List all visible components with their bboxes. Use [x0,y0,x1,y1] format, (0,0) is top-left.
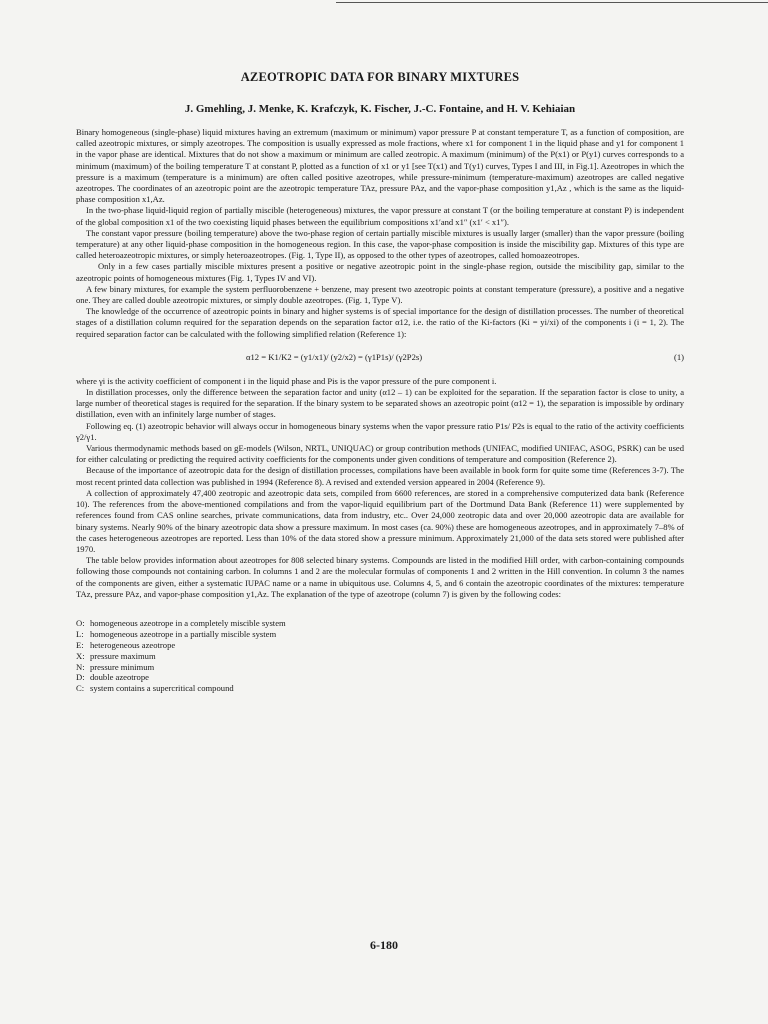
code-key: X: [76,650,85,661]
paragraph: The table below provides information about azeotropes for 808 selected binary systems. Compounds are listed in the modified Hill order, with carbon-containing compounds following those compounds not containing carbon. In columns 1 and 2 are the molecular formulas of components 1 and 2 written in the Hill convention. In column 3 the names of the components are given, either a systematic IUPAC name or a name in ubiquitous use. Columns 4, 5, and 6 contain the azeotropic coordinates of the mixtures: temperature TAz, pressure PAz, and vapor-phase composition y1,Az. The explanation of the type of azeotrope (column 7) is given by the following codes: [76,555,684,599]
document-page [76,70,684,694]
code-key: E: [76,639,84,650]
code-key: N: [76,661,85,672]
code-item [76,672,684,683]
header-rule [336,2,768,3]
paragraph: Following eq. (1) azeotropic behavior will always occur in homogeneous binary systems when the vapor pressure ratio P1s/ P2s is equal to the ratio of the activity coefficients γ2/γ1. [76,420,684,442]
paragraph: Only in a few cases partially miscible mixtures present a positive or negative azeotropic point in the single-phase region, outside the miscibility gap, similar to the azeotropic points of homogeneous mixtures (Fig. 1, Types IV and VI). [76,261,684,283]
code-item [76,629,684,640]
code-text: pressure minimum [90,661,155,672]
code-item [76,640,684,651]
paragraph: The constant vapor pressure (boiling temperature) above the two-phase region of certain partially miscible mixtures is usually larger (smaller) than the vapor pressure (boiling temperature) at any other liquid-phase composition in the homogeneous region. In this case, the vapor-phase composition is inside the miscibility gap. Mixtures of this type are called heteroazeotropic mixtures, or simply heteroazeotropes. (Fig. 1, Type II), as opposed to the other types of azeotropes, called homoazeotropes. [76,227,684,261]
document-title: AZEOTROPIC DATA FOR BINARY MIXTURES [240,70,520,84]
author-list: J. Gmehling, J. Menke, K. Krafczyk, K. Fischer, J.-C. Fontaine, and H. V. Kehiaian [184,103,576,115]
paragraph: where γi is the activity coefficient of component i in the liquid phase and Pis is the vapor pressure of the pure component i. [76,375,497,386]
azeotrope-code-list [76,618,684,694]
code-key: C: [76,683,85,694]
paragraph: Because of the importance of azeotropic data for the design of distillation processes, compilations have been available in book form for quite some time (References 3-7). The most recent printed data collection was published in 1994 (Reference 8). A revised and extended version appeared in 2004 (Reference 9). [76,465,684,487]
code-key: D: [76,672,85,683]
code-text: system contains a supercritical compound [90,683,234,694]
paragraph: A few binary mixtures, for example the system perfluorobenzene + benzene, may present two azeotropic points at constant temperature (pressure), a positive and a negative one. They are called double azeotropic mixtures, or simply double azeotropes. (Fig. 1, Type V). [76,283,684,306]
code-item [76,683,684,694]
code-key: O: [76,617,85,628]
code-text: homogeneous azeotrope in a completely miscible system [90,617,286,628]
equation-1 [76,352,684,366]
document-body [76,127,684,600]
paragraph: A collection of approximately 47,400 zeotropic and azeotropic data sets, compiled from 6600 references, are stored in a comprehensive computerized data bank (Reference 10). The references from the above-mentioned compilations and from the vapor-liquid equilibrium part of the Dortmund Data Bank (Reference 11) were supplemented by references found from CAS online searches, private communications, data from industry, etc.. Over 24,000 zeotropic data and over 20,000 azeotropic data are available for binary systems. Nearly 90% of the binary azeotropic data show a pressure maximum. In most cases (ca. 90%) these are homogeneous azeotropes, and in approximately 7–8% of the cases heterogeneous azeotropes are reported. Less than 10% of the data stored show a pressure minimum. Approximately 21,000 of the data sets stored were published after 1970. [76,487,684,554]
code-key: L: [76,628,84,639]
code-text: pressure maximum [90,650,156,661]
code-item [76,662,684,673]
code-text: homogeneous azeotrope in a partially miscible system [90,628,277,639]
code-item [76,618,684,629]
code-text: heterogeneous azeotrope [90,639,176,650]
equation-number: (1) [673,351,684,362]
paragraph: Various thermodynamic methods based on gE-models (Wilson, NRTL, UNIQUAC) or group contribution methods (UNIFAC, modified UNIFAC, ASOG, PSRK) can be used for either calculating or predicting the required activity coefficients for the components under given conditions of temperature and composition (Reference 2). [76,443,684,465]
page-number: 6-180 [370,938,398,952]
code-text: double azeotrope [90,672,149,683]
paragraph: Binary homogeneous (single-phase) liquid mixtures having an extremum (maximum or minimum) vapor pressure P at constant temperature T, as a function of composition, are called azeotropic mixtures, or simply azeotropes. The composition is usually expressed as mole fractions, where x1 for component 1 in the liquid phase and y1 for component 1 in the vapor phase are identical. Mixtures that do not show a maximum or minimum are called zeotropic. A maximum (minimum) of the P(x1) or P(y1) curves corresponds to a minimum (maximum) of the boiling temperature T at constant P, plotted as a function of x1 or y1 [see T(x1) and T(y1) curves, Types I and III, in Fig.1]. Azeotropes in which the pressure is a maximum (temperature is a minimum) are often called positive azeotropes, while pressure-minimum (temperature-maximum) azeotropes are called negative azeotropes. The coordinates of an azeotropic point are the azeotropic temperature TAz, pressure PAz, and the vapor-phase composition y1,Az , which is the same as the liquid-phase composition x1,Az. [76,127,684,205]
code-item [76,651,684,662]
paragraph: In the two-phase liquid-liquid region of partially miscible (heterogeneous) mixtures, the vapor pressure at constant T (or the boiling temperature at constant P) is independent of the global composition x1 of the two coexisting liquid phases between the equilibrium compositions x1′and x1″ (x1′ < x1″). [76,205,684,227]
equation-expression: α12 = K1/K2 = (y1/x1)/ (y2/x2) = (γ1P1s)/ (γ2P2s) [246,351,423,362]
paragraph: The knowledge of the occurrence of azeotropic points in binary and higher systems is of special importance for the design of distillation processes. The number of theoretical stages of a distillation column required for the separation depends on the separation factor α12, i.e. the ratio of the Ki-factors (Ki = yi/xi) of the components i (i = 1, 2). The required separation factor can be calculated with the following simplified relation (Reference 1): [76,306,684,339]
paragraph: In distillation processes, only the difference between the separation factor and unity (α12 – 1) can be exploited for the separation. If the separation factor is close to unity, a large number of theoretical stages is required for the separation. If the binary system to be separated shows an azeotropic point (α12 = 1), the separation is impossible by ordinary distillation, even with an infinitely large number of stages. [76,387,684,420]
